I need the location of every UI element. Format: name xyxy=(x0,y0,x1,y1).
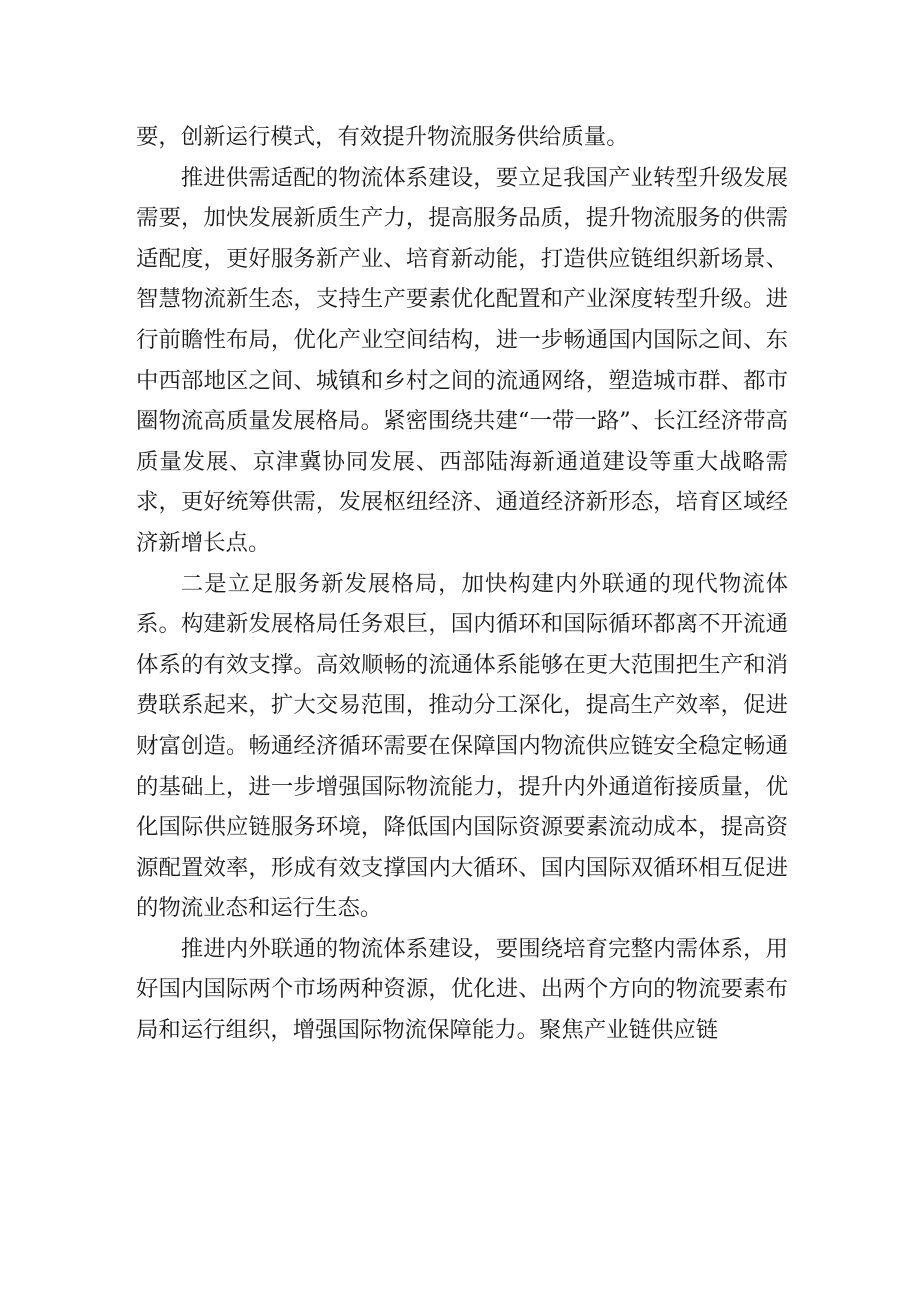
document-body xyxy=(136,117,788,1051)
paragraph-4: 推进内外联通的物流体系建设，要围绕培育完整内需体系，用好国内国际两个市场两种资源，优化进、出两个方向的物流要素布局和运行组织，增强国际物流保障能力。聚焦产业链供应链 xyxy=(136,935,788,1044)
paragraph-1: 要，创新运行模式，有效提升物流服务供给质量。 xyxy=(136,124,629,150)
paragraph-2: 推进供需适配的物流体系建设，要立足我国产业转型升级发展需要，加快发展新质生产力，提高服务品质，提升物流服务的供需适配度，更好服务新产业、培育新动能，打造供应链组织新场景、智慧物流新生态，支持生产要素优化配置和产业深度转型升级。进行前瞻性布局，优化产业空间结构，进一步畅通国内国际之间、东中西部地区之间、城镇和乡村之间的流通网络，塑造城市群、都市圈物流高质量发展格局。紧密围绕共建“一带一路”、长江经济带高质量发展、京津冀协同发展、西部陆海新通道建设等重大战略需求，更好统筹供需，发展枢纽经济、通道经济新形态，培育区域经济新增长点。 xyxy=(136,164,788,556)
paragraph-3: 二是立足服务新发展格局，加快构建内外联通的现代物流体系。构建新发展格局任务艰巨，国内循环和国际循环都离不开流通体系的有效支撑。高效顺畅的流通体系能够在更大范围把生产和消费联系起来，扩大交易范围，推动分工深化，提高生产效率，促进财富创造。畅通经济循环需要在保障国内物流供应链安全稳定畅通的基础上，进一步增强国际物流能力，提升内外通道衔接质量，优化国际供应链服务环境，降低国内国际资源要素流动成本，提高资源配置效率，形成有效支撑国内大循环、国内国际双循环相互促进的物流业态和运行生态。 xyxy=(136,570,788,922)
